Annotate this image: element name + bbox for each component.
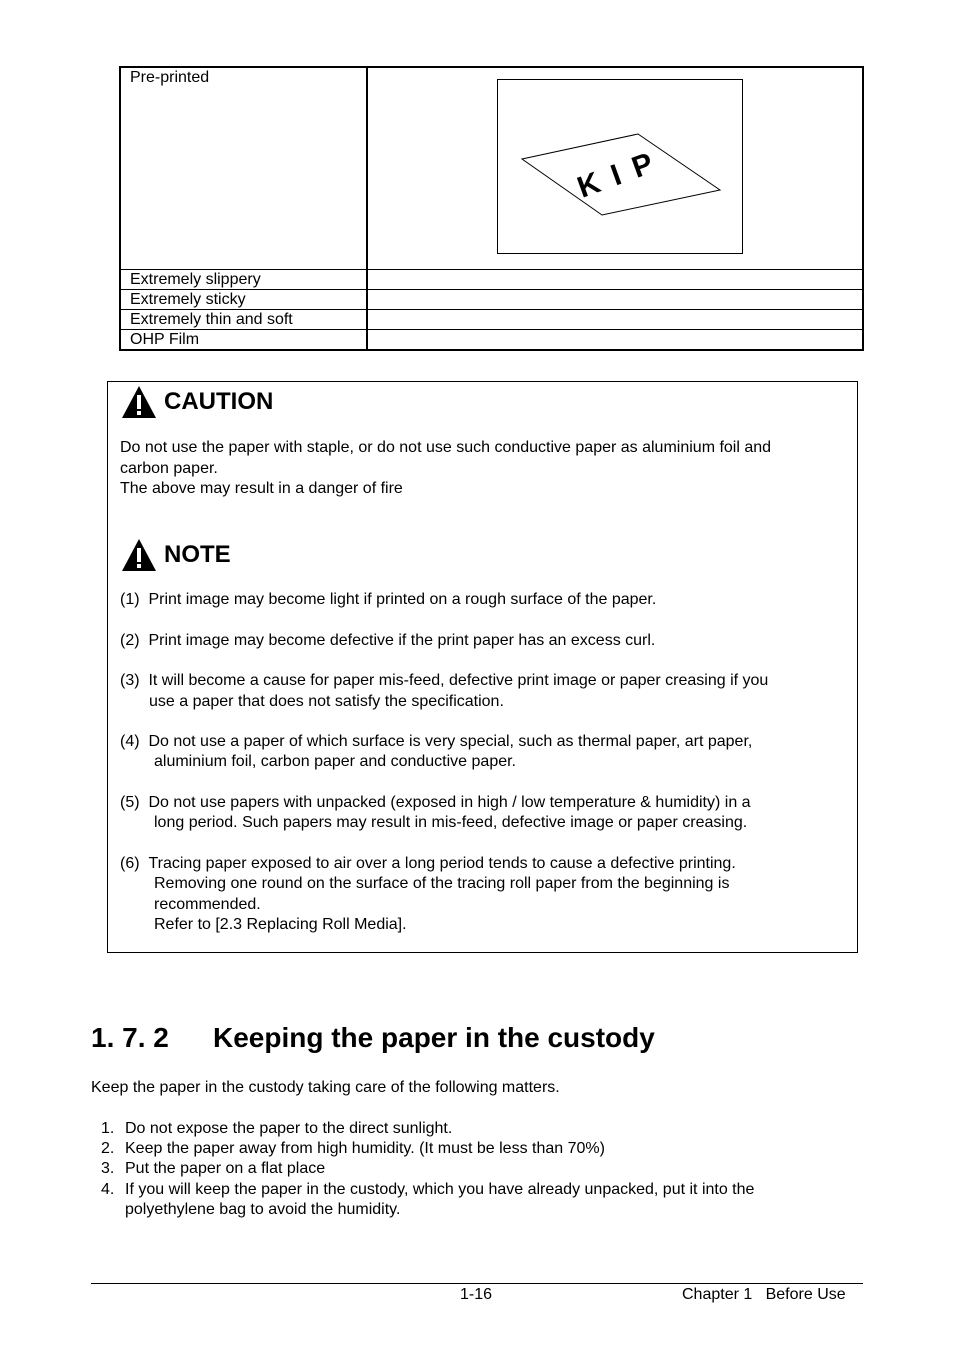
warning-triangle-icon (121, 538, 157, 572)
note-item-continuation: long period. Such papers may result in mis-feed, defective image or paper creasing. (154, 814, 748, 831)
list-item: 4. If you will keep the paper in the custody, which you have already unpacked, put it into the (101, 1181, 755, 1198)
row-label: Extremely sticky (120, 290, 367, 310)
page-number: 1-16 (460, 1286, 493, 1303)
note-item: (5) Do not use papers with unpacked (exposed in high / low temperature & humidity) in a (120, 794, 751, 811)
section-title: Keeping the paper in the custody (213, 1022, 655, 1053)
table-row (120, 330, 863, 351)
warning-triangle-icon (121, 385, 157, 419)
note-item-continuation: use a paper that does not satisfy the specification. (149, 693, 504, 710)
row-label: Extremely slippery (120, 270, 367, 290)
note-item-continuation: Removing one round on the surface of the tracing roll paper from the beginning is recommended. Refer to [2.3 Replacing Roll Media]. (154, 875, 730, 933)
note-item: (4) Do not use a paper of which surface is very special, such as thermal paper, art paper, (120, 733, 753, 750)
kip-logo-text: KIP (573, 142, 671, 205)
list-item-continuation: polyethylene bag to avoid the humidity. (125, 1201, 401, 1218)
section-heading (91, 1022, 655, 1054)
list-item: 2. Keep the paper away from high humidity. (It must be less than 70%) (101, 1140, 605, 1157)
caution-heading (121, 385, 273, 419)
note-heading (121, 538, 231, 572)
note-item: (3) It will become a cause for paper mis-feed, defective print image or paper creasing if you (120, 672, 769, 689)
preprinted-paper-illustration (497, 79, 743, 254)
section-intro: Keep the paper in the custody taking care of the following matters. (91, 1079, 560, 1096)
note-item-continuation: aluminium foil, carbon paper and conductive paper. (154, 753, 516, 770)
kip-sheet-graphic (498, 80, 742, 253)
table-row (120, 270, 863, 290)
caution-note-box (107, 381, 858, 953)
section-number: 1. 7. 2 (91, 1022, 169, 1053)
list-item: 1. Do not expose the paper to the direct sunlight. (101, 1120, 453, 1137)
caution-title: CAUTION (164, 388, 274, 415)
note-title: NOTE (164, 541, 231, 568)
footer-divider (91, 1283, 863, 1284)
caution-text: Do not use the paper with staple, or do not use such conductive paper as aluminium foil and carbon paper. The above may result in a danger of fire (120, 439, 772, 497)
row-label: Extremely thin and soft (120, 310, 367, 330)
note-item: (1) Print image may become light if printed on a rough surface of the paper. (120, 591, 657, 608)
table-row (120, 67, 863, 270)
note-item: (2) Print image may become defective if the print paper has an excess curl. (120, 632, 656, 649)
table-row (120, 290, 863, 310)
row-label: OHP Film (120, 330, 367, 351)
table-row (120, 310, 863, 330)
note-item: (6) Tracing paper exposed to air over a long period tends to cause a defective printing. (120, 855, 736, 872)
paper-type-table (119, 66, 864, 351)
list-item: 3. Put the paper on a flat place (101, 1160, 326, 1177)
row-label: Pre-printed (120, 67, 367, 270)
chapter-label: Chapter 1 Before Use (682, 1286, 846, 1303)
